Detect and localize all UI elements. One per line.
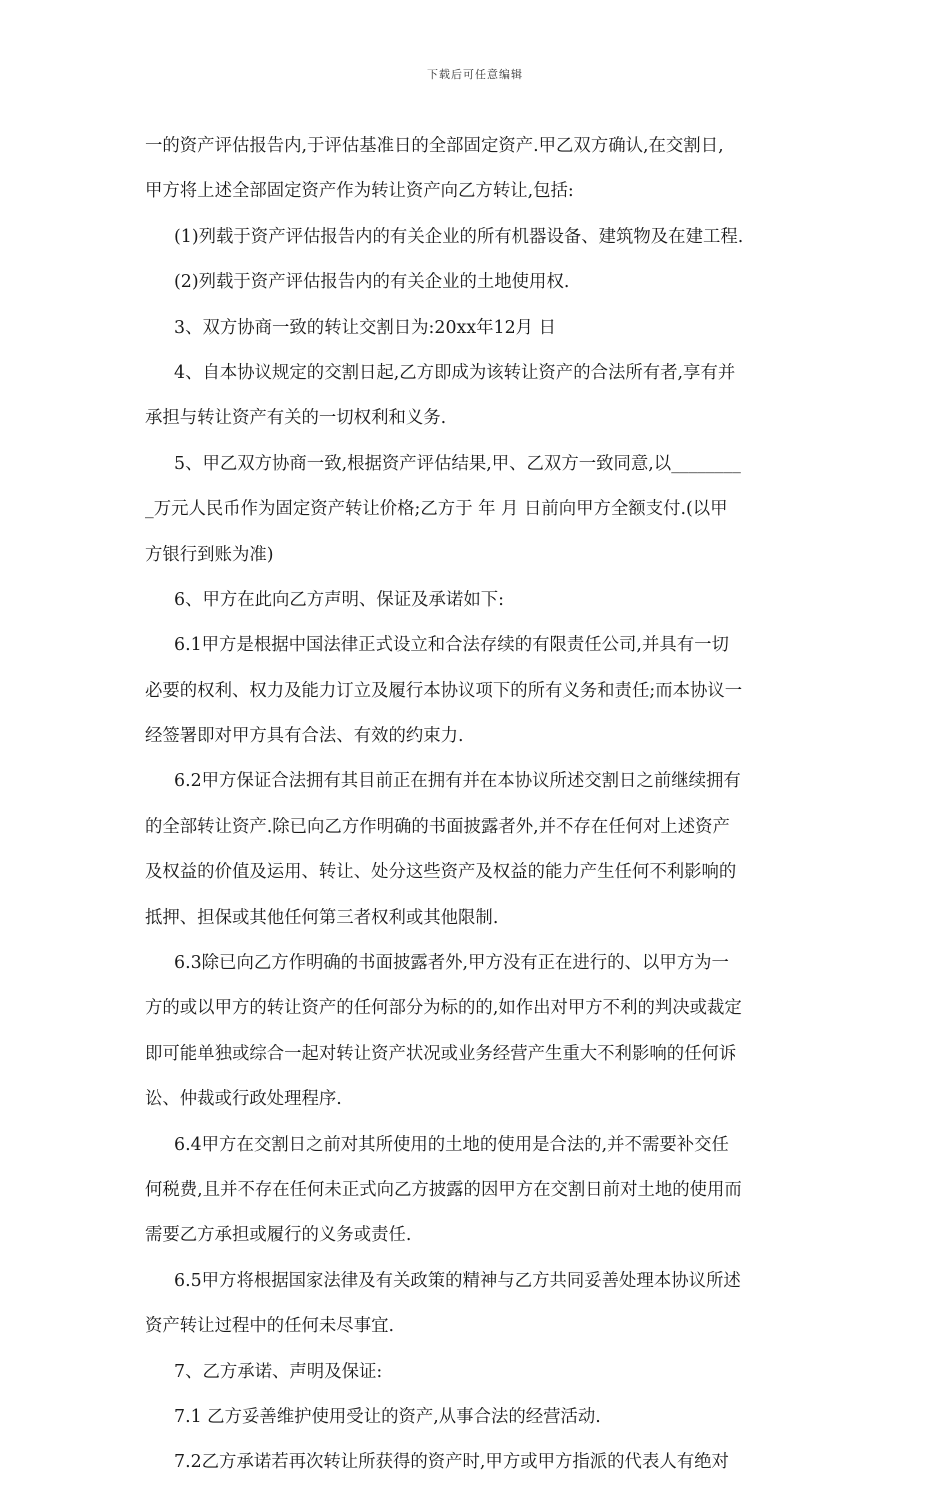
text-line: 何税费,且并不存在任何未正式向乙方披露的因甲方在交割日前对土地的使用而 [145, 1179, 742, 1200]
text-line: 即可能单独或综合一起对转让资产状况或业务经营产生重大不利影响的任何诉 [145, 1043, 737, 1064]
text-line: 6、甲方在此向乙方声明、保证及承诺如下: [174, 589, 504, 610]
text-line: (1)列载于资产评估报告内的有关企业的所有机器设备、建筑物及在建工程. [174, 226, 744, 247]
text-line: 甲方将上述全部固定资产作为转让资产向乙方转让,包括: [145, 181, 574, 202]
text-line: 6.1甲方是根据中国法律正式设立和合法存续的有限责任公司,并具有一切 [174, 635, 729, 656]
text-line: 6.3除已向乙方作明确的书面披露者外,甲方没有正在进行的、以甲方为一 [174, 953, 729, 974]
document-body [145, 124, 810, 1486]
text-line: _万元人民币作为固定资产转让价格;乙方于 年 月 日前向甲方全额支付.(以甲 [145, 499, 728, 520]
text-line: 5、甲乙双方协商一致,根据资产评估结果,甲、乙双方一致同意,以________ [174, 453, 741, 474]
text-line: 6.2甲方保证合法拥有其目前正在拥有并在本协议所述交割日之前继续拥有 [174, 771, 741, 792]
text-line: 7、乙方承诺、声明及保证: [174, 1361, 383, 1382]
text-line: 方的或以甲方的转让资产的任何部分为标的的,如作出对甲方不利的判决或裁定 [145, 998, 742, 1019]
text-line: 抵押、担保或其他任何第三者权利或其他限制. [145, 907, 499, 928]
text-line: 3、双方协商一致的转让交割日为:20xx年12月 日 [174, 317, 556, 338]
text-line: 一的资产评估报告内,于评估基准日的全部固定资产.甲乙双方确认,在交割日, [145, 136, 724, 156]
text-line: 方银行到账为准) [145, 544, 274, 565]
text-line: 7.1 乙方妥善维护使用受让的资产,从事合法的经营活动. [174, 1406, 601, 1427]
text-line: 承担与转让资产有关的一切权利和义务. [145, 408, 447, 429]
text-line: 经签署即对甲方具有合法、有效的约束力. [145, 726, 464, 747]
text-line: 7.2乙方承诺若再次转让所获得的资产时,甲方或甲方指派的代表人有绝对 [174, 1452, 729, 1473]
text-line: (2)列载于资产评估报告内的有关企业的土地使用权. [174, 272, 570, 293]
text-line: 讼、仲裁或行政处理程序. [145, 1089, 342, 1110]
page-header: 下载后可任意编辑 [427, 68, 523, 81]
text-line: 必要的权利、权力及能力订立及履行本协议项下的所有义务和责任;而本协议一 [145, 680, 743, 701]
text-line: 及权益的价值及运用、转让、处分这些资产及权益的能力产生任何不利影响的 [145, 862, 737, 883]
text-line: 资产转让过程中的任何未尽事宜. [145, 1316, 394, 1337]
text-line: 4、自本协议规定的交割日起,乙方即成为该转让资产的合法所有者,享有并 [174, 362, 736, 383]
text-line: 6.4甲方在交割日之前对其所使用的土地的使用是合法的,并不需要补交任 [174, 1134, 729, 1155]
text-line: 的全部转让资产.除已向乙方作明确的书面披露者外,并不存在任何对上述资产 [145, 816, 730, 837]
text-line: 需要乙方承担或履行的义务或责任. [145, 1225, 412, 1246]
text-line: 6.5甲方将根据国家法律及有关政策的精神与乙方共同妥善处理本协议所述 [174, 1270, 741, 1291]
